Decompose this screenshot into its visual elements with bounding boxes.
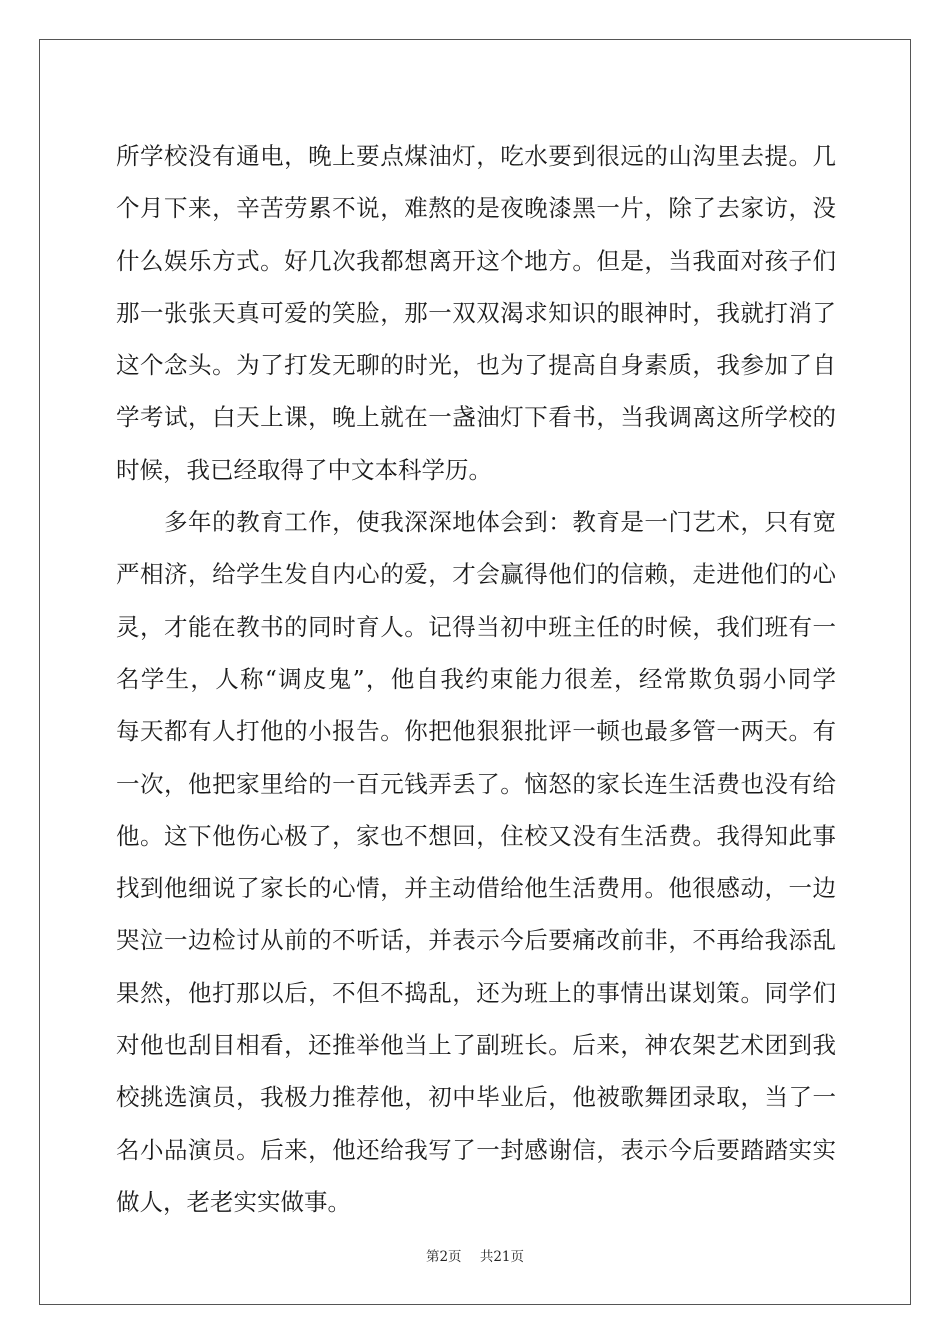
text-line: 每天都有人打他的小报告。你把他狠狠批评一顿也最多管一两天。有 xyxy=(116,717,836,746)
page-footer xyxy=(0,1245,950,1265)
text-line: 他。这下他伤心极了，家也不想回，住校又没有生活费。我得知此事 xyxy=(116,821,836,850)
text-line: 一次，他把家里给的一百元钱弄丢了。恼怒的家长连生活费也没有给 xyxy=(116,769,836,798)
text-line: 所学校没有通电，晚上要点煤油灯，吃水要到很远的山沟里去提。几 xyxy=(116,142,836,170)
text-line: 什么娱乐方式。好几次我都想离开这个地方。但是，当我面对孩子们 xyxy=(116,246,836,275)
text-line: 学考试，白天上课，晚上就在一盏油灯下看书，当我调离这所学校的 xyxy=(116,403,836,432)
text-line: 哭泣一边检讨从前的不听话，并表示今后要痛改前非，不再给我添乱 xyxy=(116,926,836,955)
text-line: 做人，老老实实做事。 xyxy=(116,1187,351,1216)
text-line: 这个念头。为了打发无聊的时光，也为了提高自身素质，我参加了自 xyxy=(116,351,836,380)
page-number: 第2页 xyxy=(425,1249,462,1265)
text-line: 时候，我已经取得了中文本科学历。 xyxy=(116,455,492,484)
text-line: 个月下来，辛苦劳累不说，难熬的是夜晚漆黑一片，除了去家访，没 xyxy=(116,194,836,223)
document-body xyxy=(116,130,836,1228)
text-line: 找到他细说了家长的心情，并主动借给他生活费用。他很感动，一边 xyxy=(116,874,836,903)
text-line: 对他也刮目相看，还推举他当上了副班长。后来，神农架艺术团到我 xyxy=(116,1031,836,1060)
text-line: 灵，才能在教书的同时育人。记得当初中班主任的时候，我们班有一 xyxy=(116,612,836,641)
text-line: 严相济，给学生发自内心的爱，才会赢得他们的信赖，走进他们的心 xyxy=(116,560,836,589)
text-line: 多年的教育工作，使我深深地体会到：教育是一门艺术，只有宽 xyxy=(116,508,836,537)
page-total: 共21页 xyxy=(479,1249,525,1265)
text-line: 名学生，人称“调皮鬼”，他自我约束能力很差，经常欺负弱小同学 xyxy=(116,664,836,693)
text-line: 校挑选演员，我极力推荐他，初中毕业后，他被歌舞团录取，当了一 xyxy=(116,1083,836,1112)
text-line: 名小品演员。后来，他还给我写了一封感谢信，表示今后要踏踏实实 xyxy=(116,1135,836,1164)
text-line: 那一张张天真可爱的笑脸，那一双双渴求知识的眼神时，我就打消了 xyxy=(116,298,836,327)
text-line: 果然，他打那以后，不但不捣乱，还为班上的事情出谋划策。同学们 xyxy=(116,978,836,1007)
